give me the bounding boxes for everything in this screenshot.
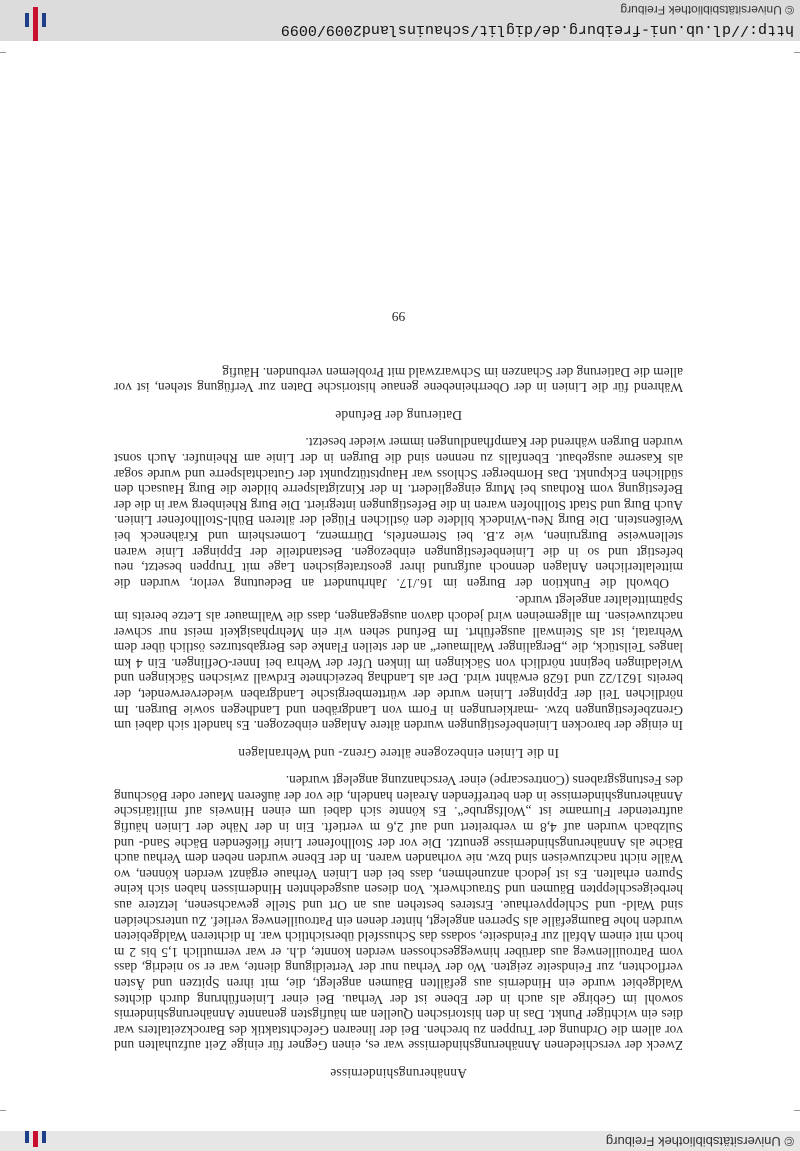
crop-mark (0, 1110, 6, 1111)
section-heading: Datierung der Befunde (335, 407, 462, 423)
page-url[interactable]: http://dl.ub.uni-freiburg.de/diglit/schauinsland2009/0099 (280, 21, 794, 38)
library-logo-icon (22, 1131, 48, 1147)
viewer-footer-band (0, 0, 800, 41)
page-body (114, 308, 683, 1081)
page-number: 99 (391, 309, 406, 325)
library-logo-icon (22, 7, 48, 41)
copyright-credit: © Universitätsbibliothek Freiburg (605, 1134, 794, 1149)
viewer-header-band (0, 1131, 800, 1151)
crop-mark (0, 52, 6, 53)
section-heading: Annäherungshindernisse (330, 1066, 467, 1081)
paragraph: Obwohl die Funktion der Burgen im 16./17. Jahrhundert an Bedeutung verlor, wurden die mittelalterlichen Anlagen dennoch aufgrund ihrer geostrategischen Lage mit Truppen besetzt, neu befestigt und so in die Linienbefestigungen einbezogen. Bestandteile der Eppinger Linie waren stellenweise Burgruinen, wie z.B. bei Sternenfels, Dürrmenz, Lomersheim und Kräheneck bei Weißenstein. Die Burg Neu-Windeck bildete den östlichen Flügel der älteren Bühl-Stollhofener Linien. Auch Burg und Stadt Stollhofen waren in die Befestigungen integriert. Die Burg Rheinberg war in die der Befestigung vom Rothaus bei Murg eingegliedert. In der Kinzigtalsperre bildete die Burg Hausach den südlichen Eckpunkt. Das Hornberger Schloss war Hauptstützpunkt der Gutachtalsperre und wurde sogar als Kaserne ausgebaut. Ebenfalls zu nennen sind die Burgen in der Linie am Rheinufer. Auch sonst wurden Burgen während der Kampfhandlungen immer wieder besetzt. (114, 435, 683, 591)
crop-mark (794, 52, 800, 53)
copyright-credit: © Universitätsbibliothek Freiburg (620, 3, 794, 17)
crop-mark (794, 1110, 800, 1111)
paragraph: Zweck der verschiedenen Annäherungshindernisse war es, einen Gegner für einige Zeit aufzuhalten und vor allem die Ordnung der Truppen zu brechen. Bei der linearen Gefechtstaktik des Barockzeitalters war dies ein wichtiger Punkt. Das in den historischen Quellen am häufigsten genannte Annäherungshindernis sowohl im Gebirge als auch in der Ebene ist der Verhau. Bei einer Linienführung durch dichtes Waldgebiet wurde ein Hindernis aus gefällten Bäumen angelegt, die, mit ihren Spitzen und Ästen verflochten, zur Feindseite zeigten. Wo der Verhau nur der Verteidigung diente, war er so niedrig, dass vom Patrouillenweg aus darüber hinweggeschossen werden konnte, d.h. er war vermutlich 1,5 bis 2 m hoch mit einem Abfall zur Feindseite, sodass das Schussfeld übersichtlich war. In dichteren Waldgebieten wurden hohe Baumgefälle als Sperren angelegt, hinter denen ein Patrouillenweg verlief. Zu unterscheiden sind Wald- und Schleppverhaue. Ersteres bestehen aus an Ort und Stelle gewachsenen, letztere aus herbeigeschleppten Bäumen und Strauchwerk. Von diesen ausgedehnten Hindernissen haben sich keine Spuren erhalten. Es ist jedoch anzunehmen, dass bei den Linien Verhaue ergänzt werden können, wo Wälle nicht nachzuweisen sind bzw. nie vorhanden waren. In der Ebene wurden neben dem Verhau auch Bäche als Annäherungshindernisse genutzt. Die vor der Stollhofener Linie fließenden Bäche Sand- und Sulzbach wurden auf 4,8 m verbreitert und auf 2,6 m vertieft. Ein in der Nähe der Linien häufig auftretender Flurname ist „Wolfsgrube“. Es könnte sich dabei um einen Hinweis auf militärische Annäherungshindernisse in den betreffenden Arealen handeln, die vor der äußeren Mauer oder Böschung des Festungsgrabens (Contrescarpe) einer Verschanzung angelegt wurden. (114, 773, 683, 1054)
paragraph: Während für die Linien in der Oberrheinebene genaue historische Daten zur Verfügung stehen, ist vor allem die Datierung der Schanzen im Schwarzwald mit Problemen verbunden. Häufig (114, 364, 683, 396)
section-heading: In die Linien einbezogene ältere Grenz- und Wehranlagen (238, 745, 559, 761)
paragraph: In einige der barocken Linienbefestigungen wurden ältere Anlagen einbezogen. Es handelt sich dabei um Grenzbefestigungen bzw. -markierungen in Form von Landgräben und Landhegen sowie Burgen. Im nördlichen Teil der Eppinger Linien wurde der württembergische Landgraben wiederverwendet, der bereits 1621/22 und 1628 erwähnt wird. Der als Landhag bezeichnete Erdwall zwischen Säckingen und Wieladingen beginnt nördlich von Säckingen im linken Ufer der Wehra bei Inner-Oeflingen. Ein 4 km langes Teilstück, die „Bergalinger Wallmauer“ an der steilen Flanke des Bergabsturzes östlich über dem Wehratal, ist als Steinwall ausgeführt. Im Befund sehen wir ein Mehrphasigkeit meist nur schwer nachzuweisen. Im allgemeinen wird jedoch davon ausgegangen, dass die Wallmauer als Letze bereits im Spätmittelalter angelegt wurde. (114, 593, 683, 734)
